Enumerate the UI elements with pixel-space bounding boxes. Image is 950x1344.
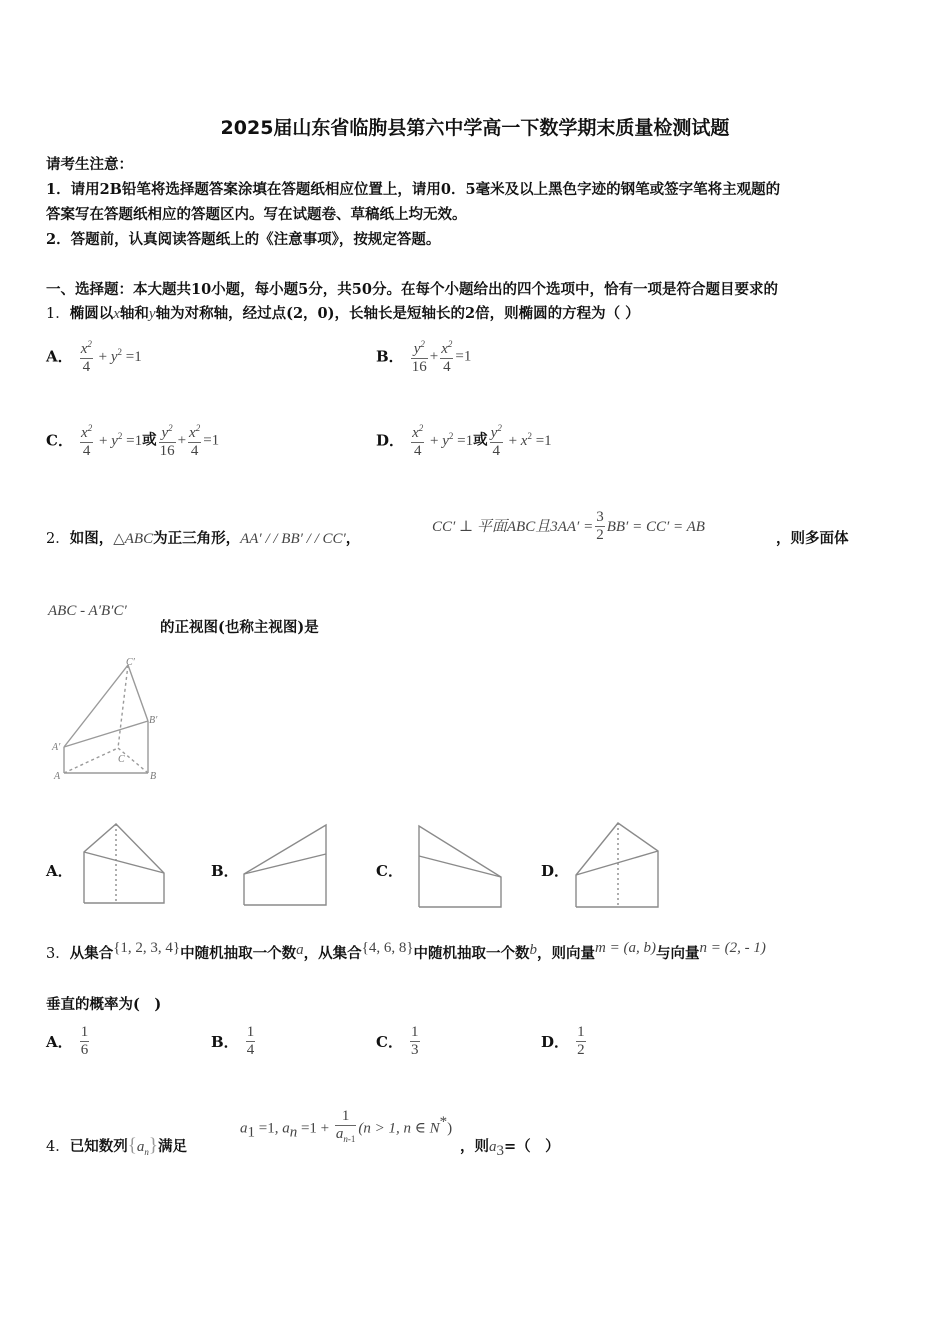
q2-option-a-figure[interactable] [80,820,170,908]
q3-option-a[interactable]: A． $\frac{1}{6}$ [46,1024,89,1058]
q2-option-d-label[interactable]: D． [541,862,570,880]
question-4-stem: 4．已知数列$\{a_n\}$满足 [46,1135,187,1157]
label-a: A [54,771,61,782]
label-a-prime: A′ [52,742,61,753]
q2-option-b-label[interactable]: B． [211,862,239,880]
notice-line-1a: 1．请用2B铅笔将选择题答案涂填在答题纸相应位置上，请用0．5毫米及以上黑色字迹的钢笔或签字笔将主观题的 [46,181,781,198]
question-3-stem-2: 垂直的概率为( ) [46,996,162,1013]
label-b-prime: B′ [149,715,158,726]
q1-option-c[interactable]: C． $\frac{x^2}{4}$ + $y^2 =1$或 $\frac{y^2}{16}$ + $\frac{x^2}{4}$ =1 [46,423,220,459]
q2-option-c-figure[interactable] [415,822,505,910]
q2-option-d-figure[interactable] [572,820,662,910]
page-title: 2025届山东省临朐县第六中学高一下数学期末质量检测试题 [220,117,730,139]
polyhedron-figure [50,655,170,785]
label-b: B [150,771,157,782]
question-4-recurrence: $a_1 =1$, $a_n =1$ + $\frac{1}{a_{n-1}}$ (n > 1, n ∈ N*) [240,1108,452,1148]
section-heading: 一、选择题：本大题共10小题，每小题5分，共50分。在每个小题给出的四个选项中，恰有一项是符合题目要求的 [46,281,778,298]
question-2-ask: 的正视图(也称主视图)是 [160,619,319,636]
q2-option-c-label[interactable]: C． [376,862,403,880]
notice-heading: 请考生注意： [46,156,133,173]
notice-line-2: 2．答题前，认真阅读答题纸上的《注意事项》，按规定答题。 [46,231,441,248]
q1-option-b[interactable]: B． $\frac{y^2}{16}$ + $\frac{x^2}{4}$ =1 [376,339,472,375]
q3-option-c[interactable]: C． $\frac{1}{3}$ [376,1024,419,1058]
question-3-stem: 3．从集合{1, 2, 3, 4}中随机抽取一个数a，从集合{4, 6, 8}中随机抽取一个数b，则向量m = (a, b)与向量n = (2, - 1) [46,940,766,962]
q1-option-a[interactable]: A． $\frac{x^2}{4}$ + $y^2 =1$ [46,339,142,375]
q2-option-a-label[interactable]: A． [46,862,73,880]
q3-option-b[interactable]: B． $\frac{1}{4}$ [211,1024,255,1058]
q2-option-b-figure[interactable] [240,822,330,908]
question-1-stem: 1．椭圆以x轴和y轴为对称轴，经过点(2，0)，长轴长是短轴长的2倍，则椭圆的方程为（ ） [46,305,640,322]
label-c-prime: C′ [126,657,135,668]
question-2-solid: ABC - A′B′C′ [48,603,127,619]
label-c: C [118,754,125,765]
question-2-stem: 2．如图，△ABC为正三角形，AA′ / / BB′ / / CC′， [46,530,361,547]
question-4-ask: ，则$a_3=$（ ） [460,1138,560,1159]
question-2-condition: CC′ ⊥ 平面ABC且3AA′ = $\frac{3}{2}$ BB′ = CC′ = AB [432,509,705,543]
q1-option-d[interactable]: D． $\frac{x^2}{4}$ + $y^2 =1$或 $\frac{y^2}{4}$ + $x^2 =1$ [376,423,552,459]
question-2-stem-end: ，则多面体 [776,530,849,547]
q3-option-d[interactable]: D． $\frac{1}{2}$ [541,1024,585,1058]
notice-line-1b: 答案写在答题纸相应的答题区内。写在试题卷、草稿纸上均无效。 [46,206,467,223]
